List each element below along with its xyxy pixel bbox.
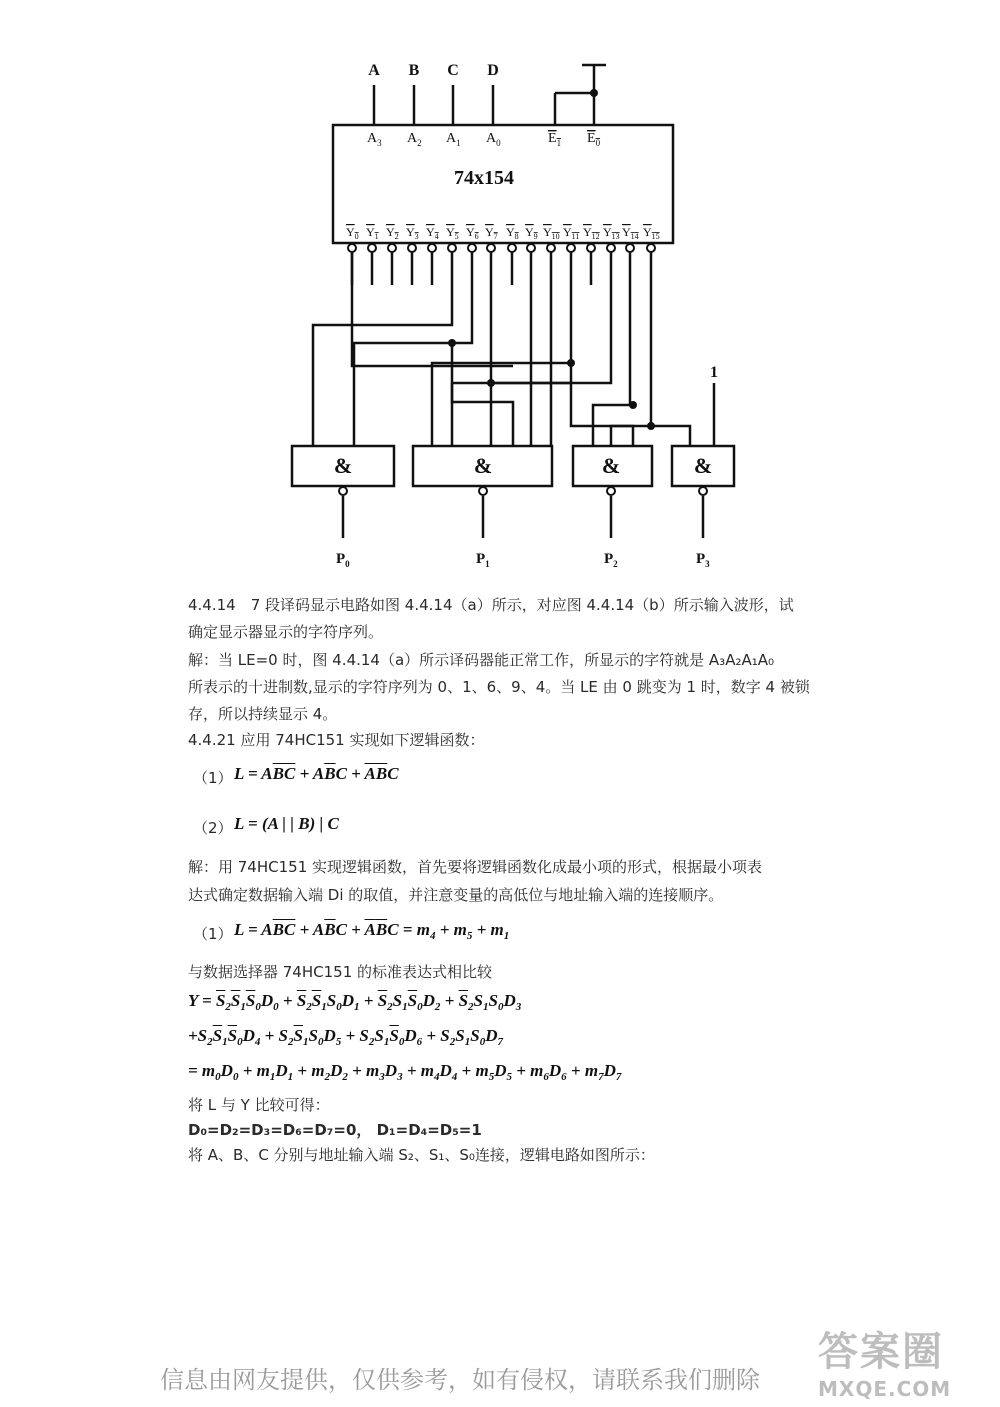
- svg-text:Y0: $Y_0$: [346, 225, 359, 241]
- svg-text:Y9: $Y_9$: [525, 225, 538, 241]
- svg-text:E1: $E_1$: [548, 131, 562, 148]
- gate-symbol-p2: &: [601, 453, 621, 478]
- input-label-a: A: [368, 62, 380, 79]
- final-connection-text: 将 A、B、C 分别与地址输入端 S₂、S₁、S₀连接，逻辑电路如图所示：: [188, 1146, 655, 1164]
- svg-text:Y14: $Y_{14}$: [622, 225, 639, 241]
- svg-text:A0: $A_0$: [486, 131, 501, 148]
- standard-expression-line1: $Y = \overline{S}_2\overline{S}_1\overline{S}_0D_0 + \overline{S}_2\overline{S}_1S_0D_1 + \overline{S}_2S_1\overline{S}_0D_2 + \overline{S}_2S_1S_0D_3$: [188, 991, 522, 1013]
- site-watermark: [818, 1320, 978, 1400]
- svg-text:Y10: $Y_{10}$: [543, 225, 560, 241]
- svg-text:P3: $P_3$: [696, 551, 710, 569]
- standard-expression-line3: = $m_0D_0 + m_1D_1 + m_2D_2 + m_3D_3 + m_4D_4 + m_5D_5 + m_6D_6 + m_7D_7$: [188, 1061, 622, 1083]
- svg-text:Y4: $Y_4$: [426, 225, 439, 241]
- svg-text:P1: $P_1$: [476, 551, 490, 569]
- question-1-label: （1）: [193, 769, 233, 787]
- comparison-lead: 将 L 与 Y 比较可得：: [188, 1096, 330, 1114]
- svg-text:Y7: $Y_7$: [485, 225, 498, 241]
- input-label-d: D: [487, 62, 499, 79]
- answer-1-label: （1）: [193, 925, 233, 943]
- svg-text:P2: $P_2$: [604, 551, 618, 569]
- decoder-circuit-diagram: [0, 0, 1000, 590]
- svg-text:Y3: $Y_3$: [406, 225, 419, 241]
- chip-name: 74x154: [454, 167, 514, 189]
- solution-4421-line1: 解：用 74HC151 实现逻辑函数，首先要将逻辑函数化成最小项的形式，根据最小项表: [188, 858, 763, 876]
- solution-4414-line2: 所表示的十进制数,显示的字符序列为 0、1、6、9、4。当 LE 由 0 跳变为 1 时，数字 4 被锁: [188, 678, 810, 696]
- solution-4421-line2: 达式确定数据输入端 Di 的取值，并注意变量的高低位与地址输入端的连接顺序。: [188, 886, 724, 904]
- question-2-formula: L = (A | | B) | C: [234, 814, 339, 833]
- constant-one-label: 1: [710, 364, 718, 381]
- question-1-formula: $L = A\overline{BC} + A\overline{B}C + \overline{A}\overline{B}C$: [234, 764, 399, 783]
- svg-text:P0: $P_0$: [336, 551, 350, 569]
- svg-text:A1: $A_1$: [446, 131, 461, 148]
- problem-4414-line1: 4.4.14 7 段译码显示电路如图 4.4.14（a）所示，对应图 4.4.14（b）所示输入波形，试: [188, 596, 794, 614]
- question-2-label: （2）: [193, 819, 233, 837]
- svg-text:Y8: $Y_8$: [506, 225, 519, 241]
- problem-4421-title: 4.4.21 应用 74HC151 实现如下逻辑函数：: [188, 731, 485, 749]
- answer-1-formula: $L = A\overline{BC} + A\overline{B}C + \overline{A}\overline{B}C = m_4 + m_5 + m_1$: [234, 920, 510, 942]
- svg-text:Y12: $Y_{12}$: [583, 225, 600, 241]
- solution-4414-line1: 解：当 LE=0 时，图 4.4.14（a）所示译码器能正常工作，所显示的字符就是 A₃A₂A₁A₀: [188, 651, 775, 669]
- svg-text:Y15: $Y_{15}$: [643, 225, 660, 241]
- svg-text:E0: $E_0$: [587, 131, 601, 148]
- solution-4414-line3: 存，所以持续显示 4。: [188, 705, 338, 723]
- svg-text:A3: $A_3$: [367, 131, 382, 148]
- gate-symbol-p1: &: [473, 453, 493, 478]
- svg-text:Y2: $Y_2$: [386, 225, 399, 241]
- gate-symbol-p0: &: [333, 453, 353, 478]
- data-input-result: D₀=D₂=D₃=D₆=D₇=0， D₁=D₄=D₅=1: [188, 1121, 482, 1139]
- svg-text:Y6: $Y_6$: [466, 225, 479, 241]
- gate-symbol-p3: &: [693, 453, 713, 478]
- source-disclaimer: 信息由网友提供，仅供参考，如有侵权，请联系我们删除: [160, 1366, 760, 1394]
- svg-text:Y11: $Y_{11}$: [563, 225, 580, 241]
- svg-text:Y5: $Y_5$: [446, 225, 459, 241]
- watermark-title: 答案圈: [818, 1329, 944, 1375]
- watermark-domain: MXQE.COM: [818, 1377, 952, 1401]
- problem-4414-line2: 确定显示器显示的字符序列。: [188, 623, 384, 641]
- compare-text: 与数据选择器 74HC151 的标准表达式相比较: [188, 963, 493, 981]
- standard-expression-line2: $+S_2\overline{S}_1\overline{S}_0D_4 + S_2\overline{S}_1S_0D_5 + S_2S_1\overline{S}_0D_6 + S_2S_1S_0D_7$: [188, 1026, 503, 1048]
- svg-text:A2: $A_2$: [407, 131, 422, 148]
- svg-text:Y13: $Y_{13}$: [603, 225, 620, 241]
- input-label-c: C: [447, 62, 459, 79]
- input-label-b: B: [408, 62, 420, 79]
- svg-text:Y1: $Y_1$: [366, 225, 379, 241]
